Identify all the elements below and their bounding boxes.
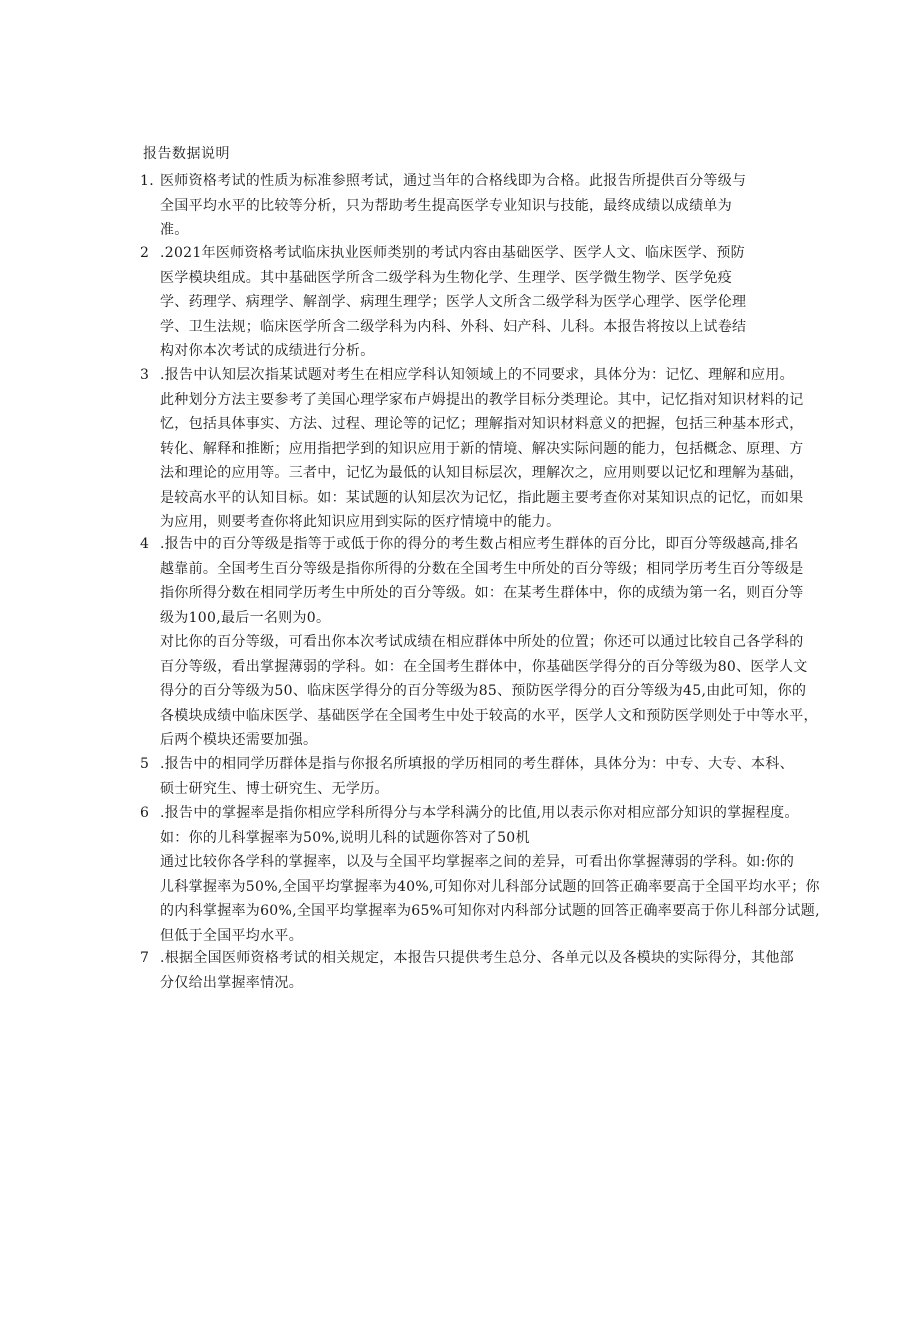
- item-number: 1.: [140, 173, 154, 189]
- item-line: 对比你的百分等级，可看出你本次考试成绩在相应群体中所处的位置；你还可以通过比较自己各学科的: [160, 634, 804, 650]
- list-item: [140, 752, 860, 801]
- list-item: [140, 241, 860, 364]
- item-line: 学、药理学、病理学、解剖学、病理生理学；医学人文所含二级学科为医学心理学、医学伦理: [160, 294, 747, 310]
- list-item: [140, 946, 860, 995]
- item-line: 硕士研究生、博士研究生、无学历。: [160, 780, 389, 797]
- item-line: 的内科掌握率为60%,全国平均掌握率为65%可知你对内科部分试题的回答正确率要高于你儿科部分试题,: [160, 903, 820, 919]
- item-line: .2021年医师资格考试临床执业医师类别的考试内容由基础医学、医学人文、临床医学、预防: [160, 245, 745, 261]
- item-line: .报告中的相同学历群体是指与你报名所填报的学历相同的考生群体，具体分为：中专、大专、本科、: [160, 756, 794, 772]
- item-line: 学、卫生法规；临床医学所含二级学科为内科、外科、妇产科、儿科。本报告将按以上试卷结: [160, 318, 747, 335]
- item-line: 医师资格考试的性质为标准参照考试，通过当年的合格线即为合格。此报告所提供百分等级与: [160, 173, 747, 189]
- item-number: 7: [140, 950, 150, 966]
- document-title: 报告数据说明: [143, 146, 230, 162]
- item-number: 5: [140, 756, 150, 772]
- item-line: 各模块成绩中临床医学、基础医学在全国考生中处于较高的水平，医学人文和预防医学则处于中等水平，: [160, 707, 818, 724]
- item-line: 是较高水平的认知目标。如：某试题的认知层次为记忆，指此题主要考查你对某知识点的记忆，而如果: [160, 489, 804, 506]
- item-line: 构对你本次考试的成绩进行分析。: [160, 343, 375, 359]
- item-number: 4: [140, 536, 150, 552]
- item-line: 忆，包括具体事实、方法、过程、理论等的记忆；理解指对知识材料意义的把握，包括三种基本形式，: [160, 416, 804, 432]
- item-line: .报告中认知层次指某试题对考生在相应学科认知领域上的不同要求，具体分为：记忆、理解和应用。: [160, 367, 794, 383]
- list-item: [140, 532, 860, 753]
- item-line: 后两个模块还需要加强。: [160, 732, 318, 748]
- item-number: 3: [140, 367, 150, 383]
- item-line: 指你所得分数在相同学历考生中所处的百分等级。如：在某考生群体中，你的成绩为第一名，则百分等: [160, 585, 804, 601]
- item-line: 但低于全国平均水平。: [160, 927, 303, 944]
- item-number: 6: [140, 805, 150, 821]
- item-line: .报告中的百分等级是指等于或低于你的得分的考生数占相应考生群体的百分比，即百分等级越高,排名: [160, 536, 799, 552]
- list-item: [140, 169, 860, 243]
- item-line: 准。: [160, 222, 189, 238]
- item-line: 全国平均水平的比较等分析，只为帮助考生提高医学专业知识与技能，最终成绩以成绩单为: [160, 197, 732, 214]
- item-line: 为应用，则要考查你将此知识应用到实际的医疗情境中的能力。: [160, 514, 561, 530]
- item-line: 得分的百分等级为50、临床医学得分的百分等级为85、预防医学得分的百分等级为45,由此可知，你的: [160, 683, 807, 699]
- item-line: .根据全国医师资格考试的相关规定，本报告只提供考生总分、各单元以及各模块的实际得分，其他部: [160, 950, 794, 966]
- item-line: 此种划分方法主要参考了美国心理学家布卢姆提出的教学目标分类理论。其中，记忆指对知识材料的记: [160, 391, 804, 408]
- item-line: 法和理论的应用等。三者中，记忆为最低的认知目标层次，理解次之，应用则要以记忆和理解为基础，: [160, 465, 804, 481]
- item-line: 越靠前。全国考生百分等级是指你所得的分数在全国考生中所处的百分等级；相同学历考生百分等级是: [160, 560, 804, 577]
- item-line: 转化、解释和推断；应用指把学到的知识应用于新的情境、解决实际问题的能力，包括概念、原理、方: [160, 440, 804, 457]
- item-line: 如：你的儿科掌握率为50%,说明儿科的试题你答对了50机: [160, 829, 530, 846]
- item-line: 医学模块组成。其中基础医学所含二级学科为生物化学、生理学、医学微生物学、医学免疫: [160, 269, 732, 286]
- list-item: [140, 801, 860, 948]
- item-line: 通过比较你各学科的掌握率，以及与全国平均掌握率之间的差异，可看出你掌握薄弱的学科。如:你的: [160, 854, 795, 870]
- item-line: 百分等级，看出掌握薄弱的学科。如：在全国考生群体中，你基础医学得分的百分等级为80、医学人文: [160, 658, 808, 675]
- item-line: 分仅给出掌握率情况。: [160, 974, 303, 991]
- list-item: [140, 363, 860, 535]
- item-line: .报告中的掌握率是指你相应学科所得分与本学科满分的比值,用以表示你对相应部分知识的掌握程度。: [160, 805, 799, 821]
- item-number: 2: [140, 245, 150, 261]
- item-line: 级为100,最后一名则为0。: [160, 609, 331, 626]
- item-line: 儿科掌握率为50%,全国平均掌握率为40%,可知你对儿科部分试题的回答正确率要高于全国平均水平；你: [160, 878, 820, 895]
